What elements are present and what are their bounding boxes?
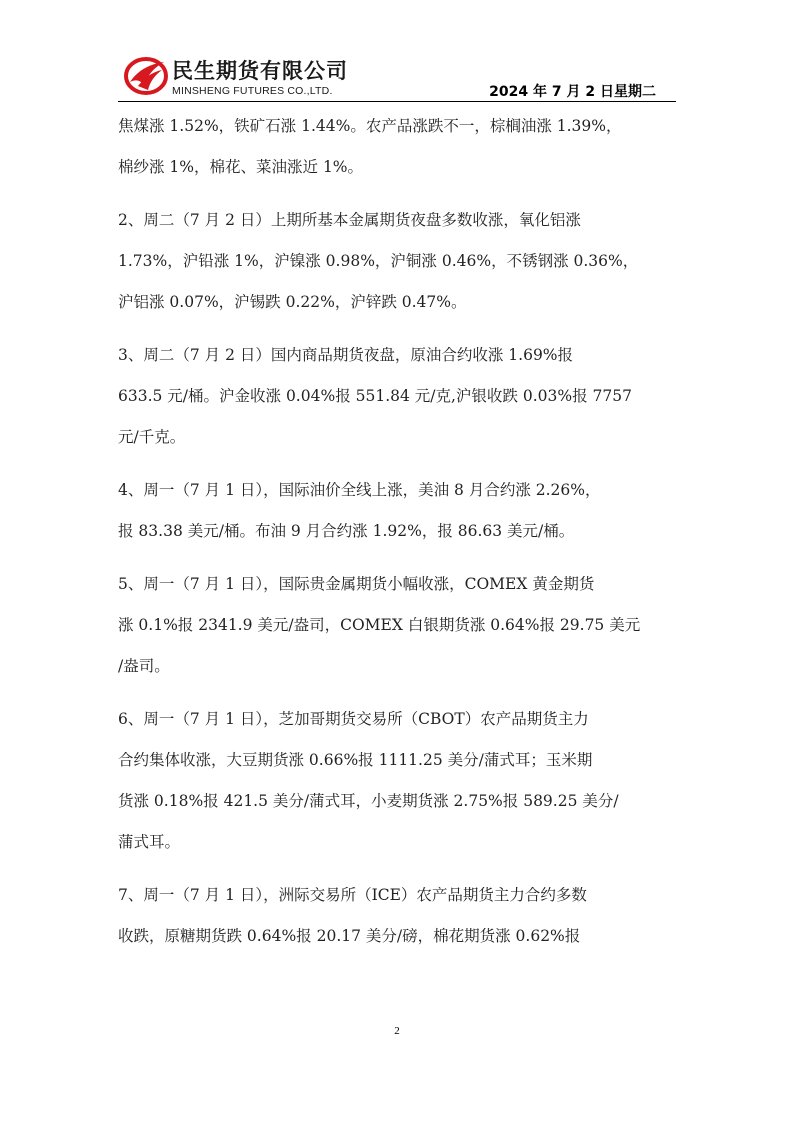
text-line: 收跌，原糖期货跌 0.64%报 20.17 美分/磅，棉花期货涨 0.62%报 xyxy=(118,927,581,945)
page-header xyxy=(118,52,676,102)
text-line: 棉纱涨 1%，棉花、菜油涨近 1%。 xyxy=(118,158,364,176)
report-date: 2024 年 7 月 2 日星期二 xyxy=(489,84,656,100)
text-line: 报 83.38 美元/桶。布油 9 月合约涨 1.92%，报 86.63 美元/桶。 xyxy=(118,522,575,540)
paragraph xyxy=(118,875,680,957)
text-line: 633.5 元/桶。沪金收涨 0.04%报 551.84 元/克,沪银收跌 0.03%报 7757 xyxy=(118,387,632,405)
logo-company-name-cn: 民生期货有限公司 xyxy=(172,59,348,83)
paragraph xyxy=(118,564,680,687)
company-logo xyxy=(124,54,384,100)
text-line: 合约集体收涨，大豆期货涨 0.66%报 1111.25 美分/蒲式耳；玉米期 xyxy=(118,751,593,769)
text-line: 蒲式耳。 xyxy=(118,833,181,851)
paragraph xyxy=(118,106,680,188)
text-line: 沪铝涨 0.07%，沪锡跌 0.22%，沪锌跌 0.47%。 xyxy=(118,293,467,311)
minsheng-logo-icon xyxy=(124,56,168,96)
text-line: 3、周二（7 月 2 日）国内商品期货夜盘，原油合约收涨 1.69%报 xyxy=(118,346,574,364)
document-body xyxy=(118,106,680,969)
text-line: 涨 0.1%报 2341.9 美元/盎司，COMEX 白银期货涨 0.64%报 29.75 美元 xyxy=(118,616,641,634)
text-line: 焦煤涨 1.52%，铁矿石涨 1.44%。农产品涨跌不一，棕榈油涨 1.39%， xyxy=(118,117,622,135)
text-line: 4、周一（7 月 1 日），国际油价全线上涨，美油 8 月合约涨 2.26%， xyxy=(118,481,601,499)
text-line: 元/千克。 xyxy=(118,428,186,446)
text-line: 1.73%，沪铅涨 1%，沪镍涨 0.98%，沪铜涨 0.46%，不锈钢涨 0.36%， xyxy=(118,252,639,270)
text-line: 5、周一（7 月 1 日），国际贵金属期货小幅收涨，COMEX 黄金期货 xyxy=(118,575,595,593)
paragraph xyxy=(118,200,680,323)
text-line: 7、周一（7 月 1 日），洲际交易所（ICE）农产品期货主力合约多数 xyxy=(118,886,587,904)
logo-company-name-en: MINSHENG FUTURES CO.,LTD. xyxy=(172,85,333,97)
text-line: 货涨 0.18%报 421.5 美分/蒲式耳，小麦期货涨 2.75%报 589.25 美分/ xyxy=(118,792,619,810)
paragraph xyxy=(118,470,680,552)
paragraph xyxy=(118,335,680,458)
paragraph xyxy=(118,699,680,863)
page-number: 2 xyxy=(394,1025,400,1037)
header-divider xyxy=(118,101,676,102)
text-line: 6、周一（7 月 1 日），芝加哥期货交易所（CBOT）农产品期货主力 xyxy=(118,710,589,728)
text-line: 2、周二（7 月 2 日）上期所基本金属期货夜盘多数收涨，氧化铝涨 xyxy=(118,211,581,229)
text-line: /盎司。 xyxy=(118,657,170,675)
